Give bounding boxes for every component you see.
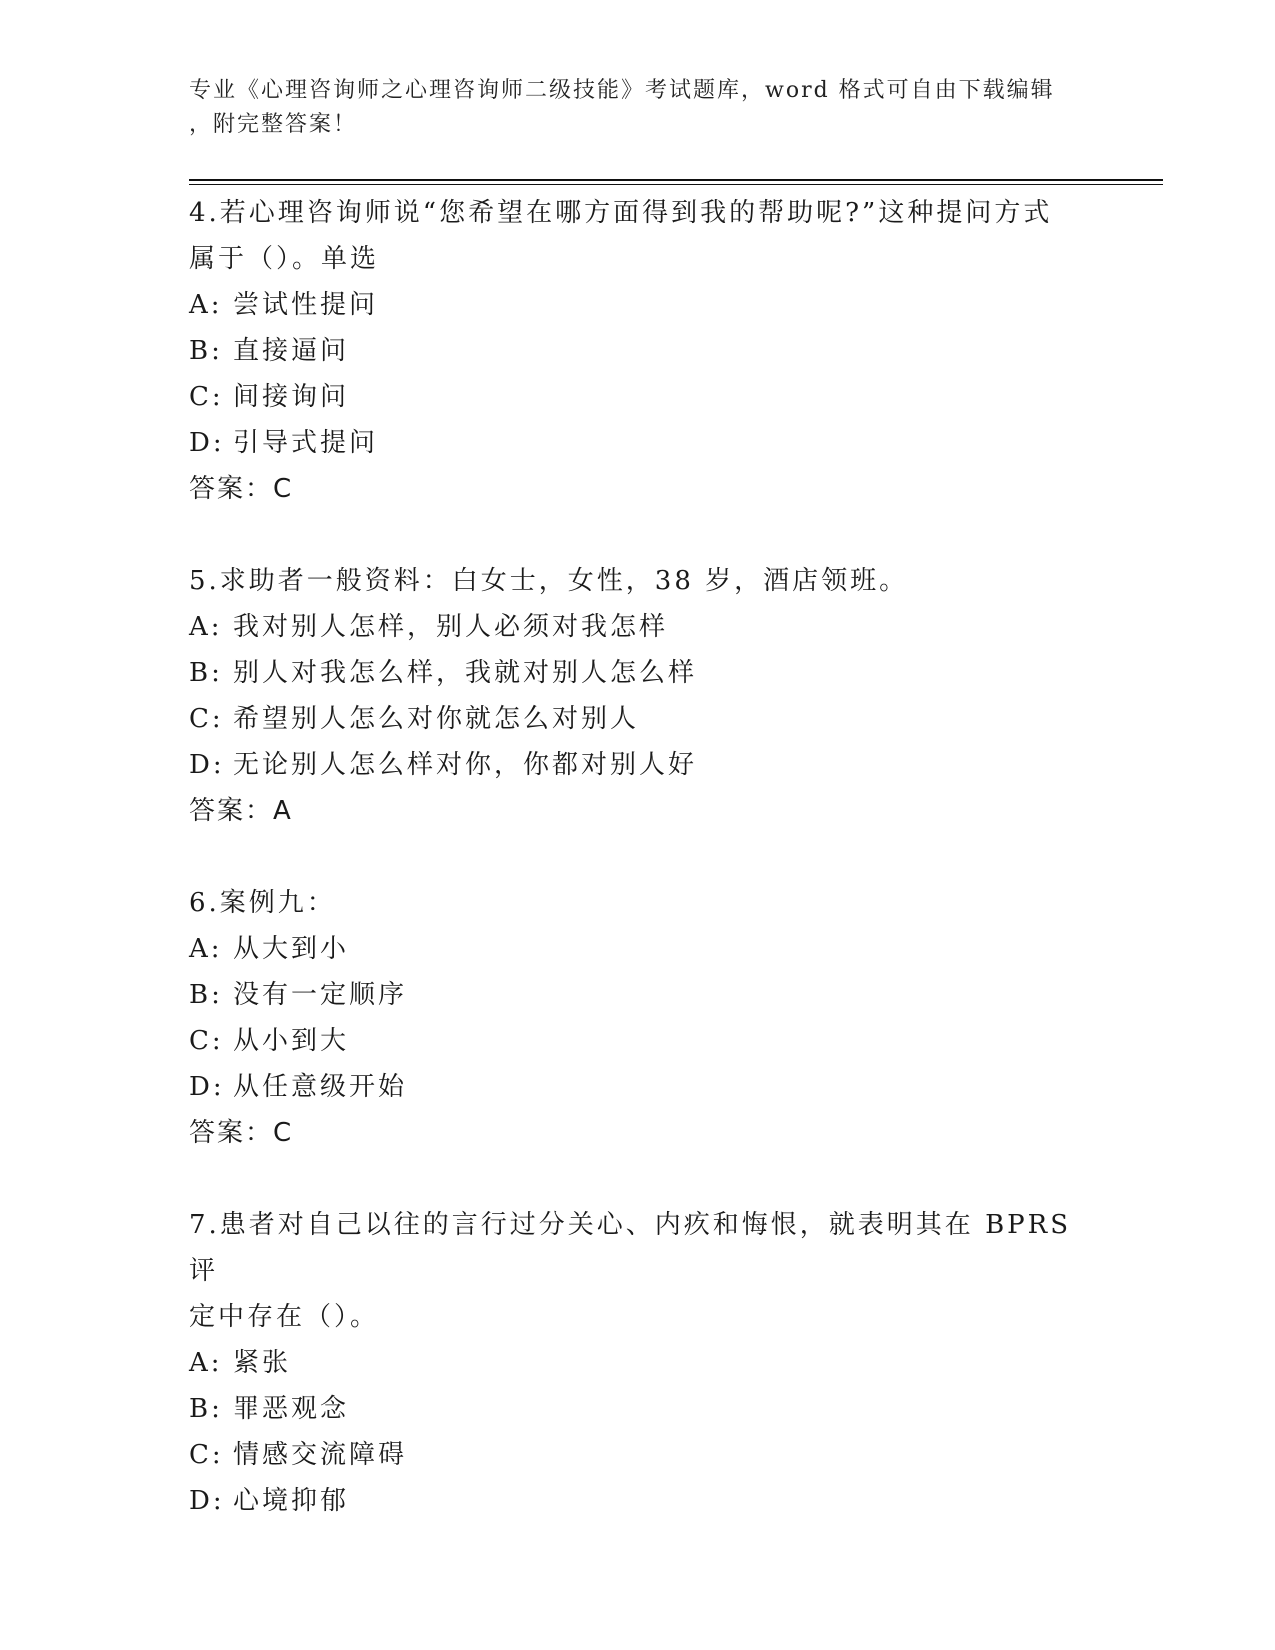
question-stem-continued: 定中存在（）。	[189, 1302, 380, 1332]
option-text: 引导式提问	[233, 428, 379, 458]
question-6	[189, 880, 1089, 1156]
option-key: B:	[189, 980, 223, 1010]
option-a	[189, 282, 1089, 328]
option-text: 没有一定顺序	[233, 980, 408, 1010]
option-key: B:	[189, 658, 223, 688]
option-c	[189, 1432, 1089, 1478]
answer-line: 答案：C	[189, 474, 294, 504]
option-b	[189, 650, 1089, 696]
option-text: 别人对我怎么样，我就对别人怎么样	[233, 658, 698, 688]
option-text: 尝试性提问	[233, 290, 379, 320]
question-stem: 7.患者对自己以往的言行过分关心、内疚和悔恨，就表明其在 BPRS 评	[189, 1210, 1072, 1286]
option-text: 情感交流障碍	[233, 1440, 408, 1470]
option-key: A:	[189, 290, 223, 320]
option-key: A:	[189, 1348, 223, 1378]
question-list	[189, 190, 1089, 1524]
question-spacer	[189, 834, 1089, 880]
header-divider-thin	[189, 184, 1163, 185]
answer-line: 答案：C	[189, 1118, 294, 1148]
option-text: 紧张	[233, 1348, 292, 1378]
question-7	[189, 1202, 1089, 1524]
option-d	[189, 420, 1089, 466]
option-b	[189, 328, 1089, 374]
option-key: D:	[189, 750, 225, 780]
option-a	[189, 1340, 1089, 1386]
question-stem: 6.案例九：	[189, 888, 336, 918]
option-text: 心境抑郁	[233, 1486, 350, 1516]
option-key: D:	[189, 1486, 225, 1516]
option-text: 直接逼问	[233, 336, 350, 366]
option-key: A:	[189, 612, 223, 642]
option-text: 无论别人怎么样对你，你都对别人好	[233, 750, 698, 780]
header-divider-thick	[189, 179, 1163, 181]
question-stem: 5.求助者一般资料：白女士，女性，38 岁，酒店领班。	[189, 566, 909, 596]
option-a	[189, 604, 1089, 650]
option-text: 从大到小	[233, 934, 350, 964]
option-c	[189, 374, 1089, 420]
question-stem-continued: 属于（）。单选	[189, 244, 380, 274]
question-4	[189, 190, 1089, 512]
question-5	[189, 558, 1089, 834]
option-text: 间接询问	[233, 382, 350, 412]
option-key: D:	[189, 428, 225, 458]
header-line-2: ，附完整答案！	[189, 112, 358, 137]
option-key: A:	[189, 934, 223, 964]
option-text: 从小到大	[233, 1026, 350, 1056]
option-key: C:	[189, 382, 224, 412]
option-text: 希望别人怎么对你就怎么对别人	[233, 704, 640, 734]
option-key: D:	[189, 1072, 225, 1102]
option-text: 罪恶观念	[233, 1394, 350, 1424]
document-header	[189, 74, 1069, 142]
option-key: C:	[189, 1026, 224, 1056]
option-d	[189, 1064, 1089, 1110]
question-stem: 4.若心理咨询师说“您希望在哪方面得到我的帮助呢?”这种提问方式	[189, 198, 1053, 228]
option-b	[189, 972, 1089, 1018]
option-text: 我对别人怎样，别人必须对我怎样	[233, 612, 669, 642]
option-c	[189, 1018, 1089, 1064]
option-a	[189, 926, 1089, 972]
question-spacer	[189, 512, 1089, 558]
option-c	[189, 696, 1089, 742]
answer-line: 答案：A	[189, 796, 293, 826]
option-key: C:	[189, 1440, 224, 1470]
option-key: C:	[189, 704, 224, 734]
option-key: B:	[189, 1394, 223, 1424]
option-text: 从任意级开始	[233, 1072, 408, 1102]
option-d	[189, 1478, 1089, 1524]
option-b	[189, 1386, 1089, 1432]
question-spacer	[189, 1156, 1089, 1202]
header-line-1: 专业《心理咨询师之心理咨询师二级技能》考试题库，word 格式可自由下载编辑	[189, 78, 1055, 103]
option-d	[189, 742, 1089, 788]
option-key: B:	[189, 336, 223, 366]
